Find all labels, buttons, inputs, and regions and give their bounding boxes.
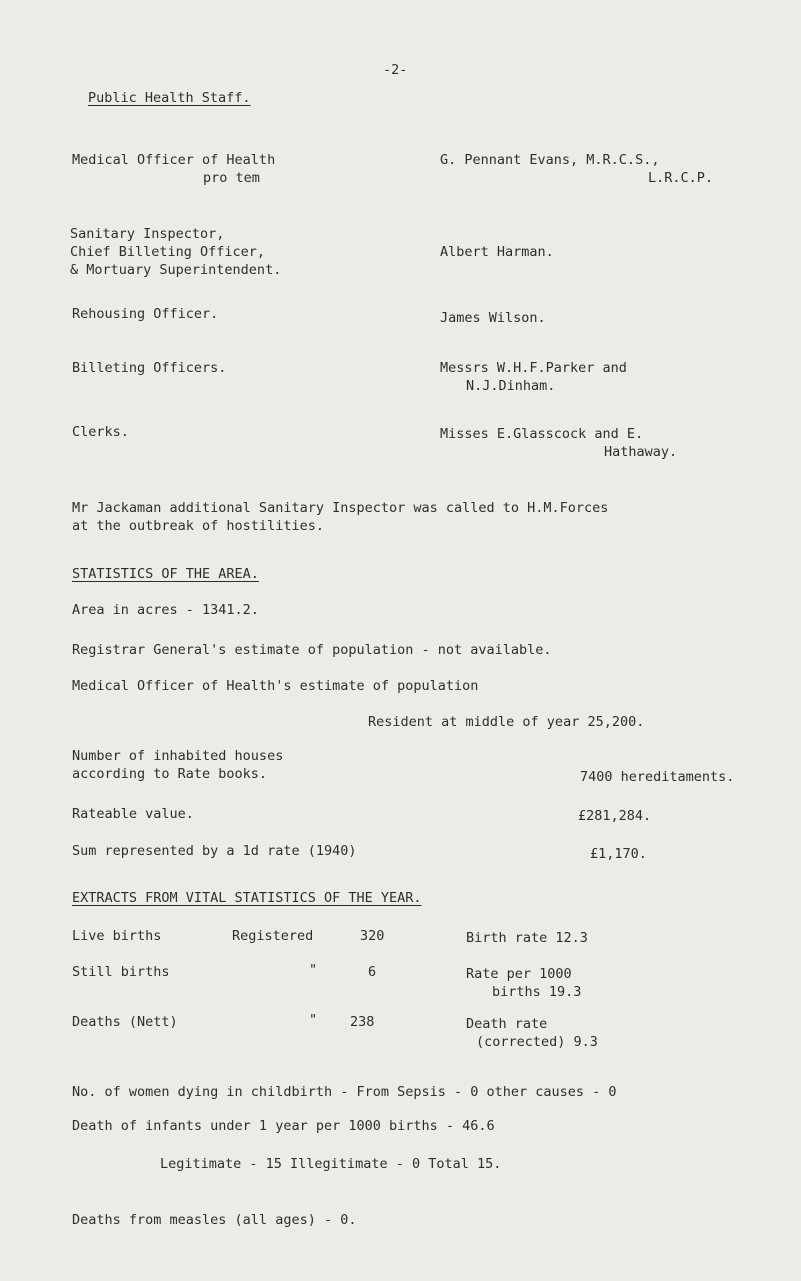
live-births-registered: Registered [232, 928, 314, 944]
rehousing-role: Rehousing Officer. [72, 306, 219, 322]
resident-population: Resident at middle of year 25,200. [368, 714, 645, 730]
still-births-value: 6 [368, 964, 377, 980]
clerks-name-2: Hathaway. [604, 444, 678, 460]
si-name: Albert Harman. [440, 244, 554, 260]
rateable-value: £281,284. [578, 808, 652, 824]
still-births-ditto: " [309, 962, 318, 978]
moh-estimate: Medical Officer of Health's estimate of population [72, 678, 479, 694]
childbirth-deaths: No. of women dying in childbirth - From Sepsis - 0 other causes - 0 [72, 1084, 617, 1100]
staff-note-1: Mr Jackaman additional Sanitary Inspector was called to H.M.Forces [72, 500, 609, 516]
si-role-3: & Mortuary Superintendent. [70, 262, 282, 278]
moh-role-2: pro tem [203, 170, 260, 186]
deaths-value: 238 [350, 1014, 375, 1030]
clerks-name-1: Misses E.Glasscock and E. [440, 426, 644, 442]
moh-name-1: G. Pennant Evans, M.R.C.S., [440, 152, 660, 168]
staff-note-2: at the outbreak of hostilities. [72, 518, 324, 534]
deaths-label: Deaths (Nett) [72, 1014, 178, 1030]
houses-label-1: Number of inhabited houses [72, 748, 284, 764]
registrar-estimate: Registrar General's estimate of population - not available. [72, 642, 552, 658]
rehousing-name: James Wilson. [440, 310, 546, 326]
infant-deaths: Death of infants under 1 year per 1000 births - 46.6 [72, 1118, 495, 1134]
staff-heading: Public Health Staff. [88, 90, 251, 106]
still-births-label: Still births [72, 964, 170, 980]
si-role-1: Sanitary Inspector, [70, 226, 225, 242]
rate-sum-label: Sum represented by a 1d rate (1940) [72, 843, 357, 859]
clerks-role: Clerks. [72, 424, 129, 440]
legitimacy: Legitimate - 15 Illegitimate - 0 Total 15. [160, 1156, 502, 1172]
moh-role-1: Medical Officer of Health [72, 152, 276, 168]
area-acres: Area in acres - 1341.2. [72, 602, 259, 618]
birth-rate: Birth rate 12.3 [466, 930, 588, 946]
billeting-name-1: Messrs W.H.F.Parker and [440, 360, 627, 376]
live-births-value: 320 [360, 928, 385, 944]
houses-value: 7400 hereditaments. [580, 769, 735, 785]
page-number: -2- [383, 62, 408, 78]
still-rate-2: births 19.3 [492, 984, 582, 1000]
moh-name-2: L.R.C.P. [648, 170, 714, 186]
still-rate-1: Rate per 1000 [466, 966, 572, 982]
si-role-2: Chief Billeting Officer, [70, 244, 266, 260]
death-rate-1: Death rate [466, 1016, 548, 1032]
deaths-ditto: " [309, 1012, 318, 1028]
statistics-heading: STATISTICS OF THE AREA. [72, 566, 259, 582]
rate-sum-value: £1,170. [590, 846, 647, 862]
houses-label-2: according to Rate books. [72, 766, 268, 782]
billeting-name-2: N.J.Dinham. [466, 378, 556, 394]
death-rate-2: (corrected) 9.3 [476, 1034, 598, 1050]
vital-heading: EXTRACTS FROM VITAL STATISTICS OF THE YEAR. [72, 890, 422, 906]
billeting-role: Billeting Officers. [72, 360, 227, 376]
rateable-label: Rateable value. [72, 806, 194, 822]
live-births-label: Live births [72, 928, 162, 944]
measles-deaths: Deaths from measles (all ages) - 0. [72, 1212, 357, 1228]
